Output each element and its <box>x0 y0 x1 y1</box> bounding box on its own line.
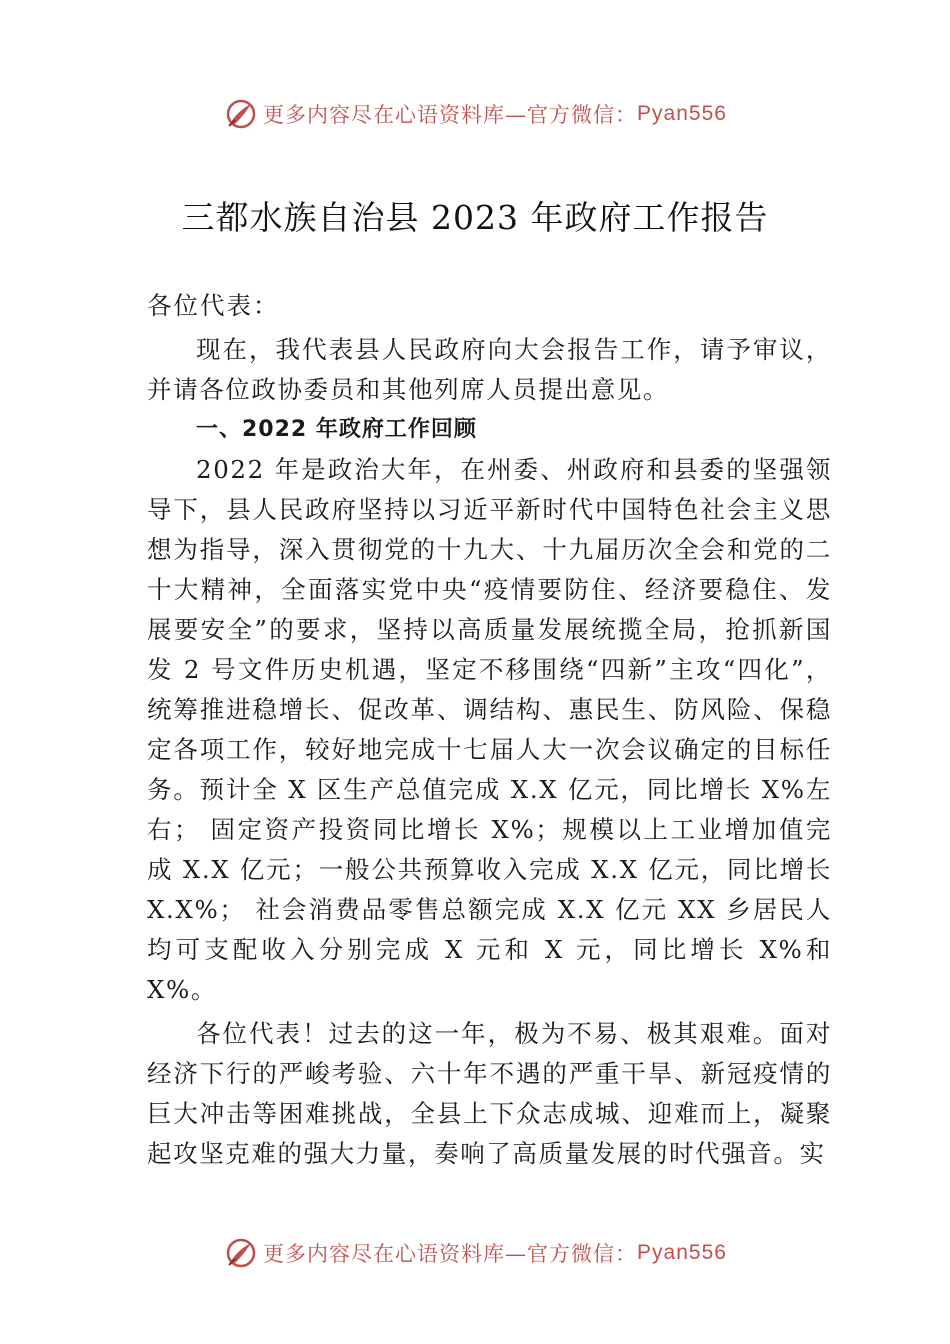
section-heading: 一、2022 年政府工作回顾 <box>196 417 477 442</box>
document-title: 三都水族自治县 2023 年政府工作报告 <box>181 198 769 237</box>
salutation: 各位代表： <box>147 291 280 320</box>
footer-banner-text: 更多内容尽在心语资料库—官方微信： <box>263 1242 638 1266</box>
ink-pen-logo-icon <box>223 1235 259 1271</box>
document-body <box>147 286 832 1174</box>
header-banner-id: Pyan556 <box>637 102 727 125</box>
footer-banner-id: Pyan556 <box>637 1241 727 1264</box>
header-banner-text: 更多内容尽在心语资料库—官方微信： <box>263 103 638 127</box>
paragraph-review: 2022 年是政治大年，在州委、州政府和县委的坚强领导下，县人民政府坚持以习近平新时代中国特色社会主义思想为指导，深入贯彻党的十九大、十九届历次全会和党的二十大精神，全面落实党中央“疫情要防住、经济要稳住、发展要安全”的要求，坚持以高质量发展统揽全局，抢抓新国发 2 号文件历史机遇，坚定不移围绕“四新”主攻“四化”，统筹推进稳增长、促改革、调结构、惠民生、防风险、保稳定各项工作，较好地完成十七届人大一次会议确定的目标任务。预计全 X 区生产总值完成 X.X 亿元，同比增长 X%左右； 固定资产投资同比增长 X%；规模以上工业增加值完成 X.X 亿元；一般公共预算收入完成 X.X 亿元，同比增长 X.X%； 社会消费品零售总额完成 X.X 亿元 XX 乡居民人均可支配收入分别完成 X 元和 X 元，同比增长 X%和 X%。 <box>147 455 832 1004</box>
header-banner <box>0 94 950 134</box>
ink-pen-logo-icon <box>223 96 259 132</box>
intro-paragraph: 现在，我代表县人民政府向大会报告工作，请予审议，并请各位政协委员和其他列席人员提出意见。 <box>147 335 832 404</box>
footer-banner <box>0 1233 950 1273</box>
paragraph-summary: 各位代表！过去的这一年，极为不易、极其艰难。面对经济下行的严峻考验、六十年不遇的严重干旱、新冠疫情的巨大冲击等困难挑战，全县上下众志成城、迎难而上，凝聚起攻坚克难的强大力量，奏响了高质量发展的时代强音。实 <box>147 1019 832 1168</box>
